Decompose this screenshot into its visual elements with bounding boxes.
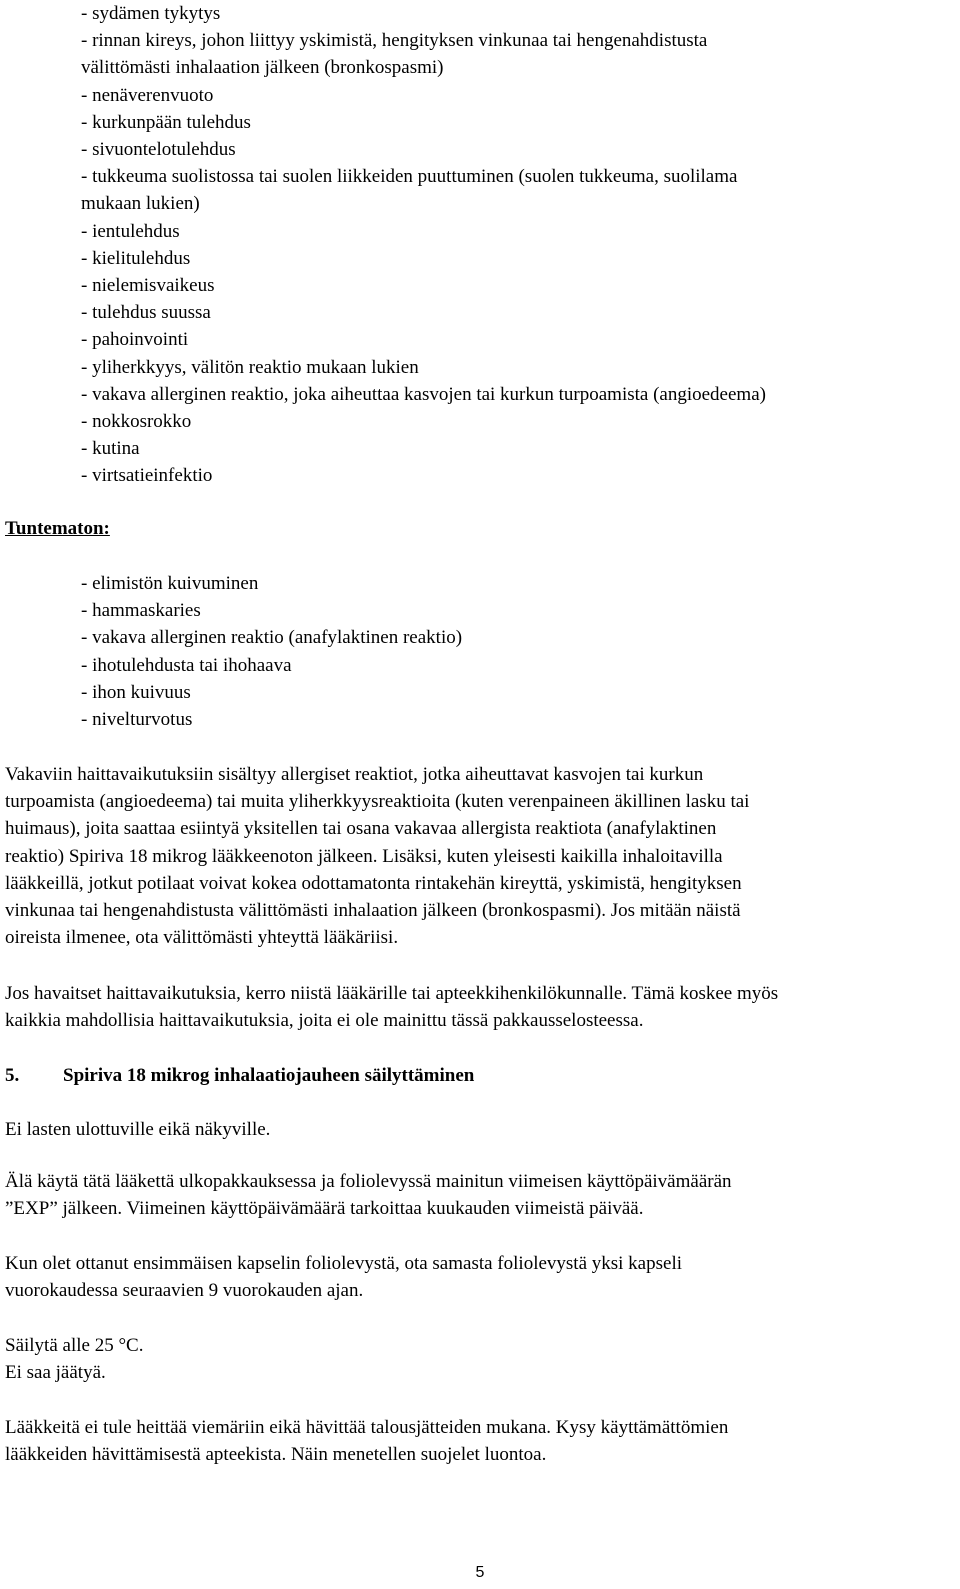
list-item: - ihon kuivuus [81,681,191,703]
list-item: - nielemisvaikeus [81,275,215,297]
list-item: - sivuontelotulehdus [81,139,236,161]
list-item: - nokkosrokko [81,411,192,433]
capsule-paragraph [5,1250,960,1304]
unknown-frequency-heading: Tuntematon: [5,518,110,539]
list-item: - sydämen tykytys [81,3,221,24]
list-item: - tulehdus suussa [81,302,211,324]
disposal-paragraph [5,1414,960,1468]
list-item: - vakava allerginen reaktio (anafylaktinen reaktio) [81,627,463,649]
paragraph-line: Älä käytä tätä lääkettä ulkopakkauksessa ja foliolevyssä mainitun viimeisen käyttöpäivämäärän [5,1171,732,1192]
paragraph-line: huimaus), joita saattaa esiintyä yksitellen tai osana vakavaa allergista reaktiota (anafylaktinen [5,818,717,840]
frequency-heading [5,515,960,542]
list-item: - pahoinvointi [81,329,189,351]
expiry-paragraph [5,1168,960,1222]
paragraph-line: Ei saa jäätyä. [5,1362,106,1384]
list-item: - kielitulehdus [81,247,191,269]
paragraph-line: Ei lasten ulottuville eikä näkyville. [5,1119,271,1140]
list-item: - ientulehdus [81,220,180,242]
unknown-side-effects-list [5,570,960,733]
list-item: välittömästi inhalaation jälkeen (bronkospasmi) [81,57,444,79]
storage-paragraph [5,1332,960,1386]
list-item: - tukkeuma suolistossa tai suolen liikkeiden puuttuminen (suolen tukkeuma, suolilama [81,166,738,188]
paragraph-line: Jos havaitset haittavaikutuksia, kerro niistä lääkärille tai apteekkihenkilökunnalle. Tämä koskee myös [5,983,779,1004]
list-item: - kutina [81,438,140,460]
paragraph-line: vuorokaudessa seuraavien 9 vuorokauden ajan. [5,1280,364,1302]
children-paragraph [5,1116,960,1143]
paragraph-line: oireista ilmenee, ota välittömästi yhteyttä lääkäriisi. [5,927,399,949]
serious-effects-paragraph [5,761,960,951]
paragraph-line: lääkkeiden hävittämisestä apteekista. Näin menetellen suojelet luontoa. [5,1444,547,1466]
list-item: - kurkunpään tulehdus [81,111,251,133]
list-item: - hammaskaries [81,600,201,622]
paragraph-line: ”EXP” jälkeen. Viimeinen käyttöpäivämäärä tarkoittaa kuukauden viimeistä päivää. [5,1198,644,1220]
section-number: 5. [5,1065,20,1086]
paragraph-line: Lääkkeitä ei tule heittää viemäriin eikä hävittää talousjätteiden mukana. Kysy käyttämättömien [5,1417,729,1438]
side-effects-list [5,0,960,490]
list-item: - rinnan kireys, johon liittyy yskimistä, hengityksen vinkunaa tai hengenahdistusta [81,30,708,52]
list-item: - nivelturvotus [81,709,193,731]
section-title: Spiriva 18 mikrog inhalaatiojauheen säilyttäminen [63,1065,475,1086]
paragraph-line: Kun olet ottanut ensimmäisen kapselin foliolevystä, ota samasta foliolevystä yksi kapseli [5,1253,683,1274]
list-item: - ihotulehdusta tai ihohaava [81,654,292,676]
list-item: - elimistön kuivuminen [81,573,259,594]
page-number: 5 [475,1564,485,1581]
paragraph-line: turpoamista (angioedeema) tai muita yliherkkyysreaktioita (kuten verenpaineen äkillinen lasku tai [5,791,750,813]
list-item: - yliherkkyys, välitön reaktio mukaan lukien [81,356,419,378]
report-paragraph [5,980,960,1034]
paragraph-line: Säilytä alle 25 °C. [5,1335,144,1356]
paragraph-line: vinkunaa tai hengenahdistusta välittömästi inhalaation jälkeen (bronkospasmi). Jos mitään näistä [5,900,741,922]
list-item: - virtsatieinfektio [81,465,213,487]
list-item: - vakava allerginen reaktio, joka aiheuttaa kasvojen tai kurkun turpoamista (angioedeema) [81,383,766,405]
paragraph-line: lääkkeillä, jotkut potilaat voivat kokea odottamatonta rintakehän kireyttä, yskimistä, hengityksen [5,872,742,894]
list-item: mukaan lukien) [81,193,200,215]
section-heading-line [5,1062,960,1089]
list-item: - nenäverenvuoto [81,84,214,106]
paragraph-line: Vakaviin haittavaikutuksiin sisältyy allergiset reaktiot, jotka aiheuttavat kasvojen tai kurkun [5,764,704,785]
section-5-heading [5,1062,960,1089]
paragraph-line: kaikkia mahdollisia haittavaikutuksia, joita ei ole mainittu tässä pakkausselosteessa. [5,1010,644,1032]
paragraph-line: reaktio) Spiriva 18 mikrog lääkkeenoton jälkeen. Lisäksi, kuten yleisesti kaikilla inhaloitavilla [5,845,723,867]
